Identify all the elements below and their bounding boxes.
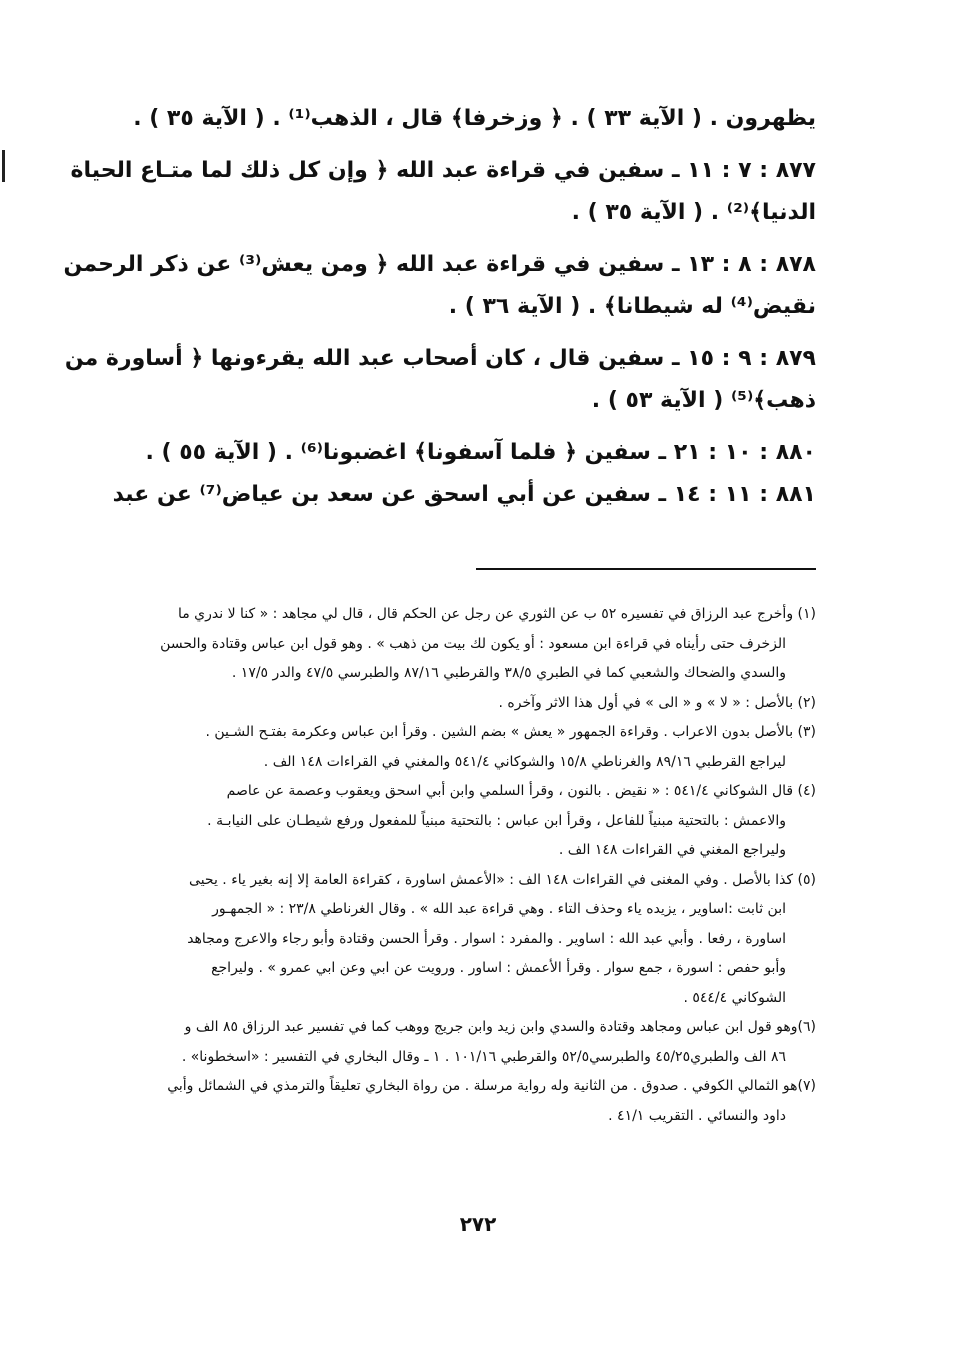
footnote-1 — [126, 600, 816, 689]
footnote-line: والاعمش : بالتحتية مبنياً للفاعل ، وقرأ ابن عباس : بالتحتية مبنياً للمفعول ورفع شيطـان على النيابـة . — [207, 812, 786, 829]
entry-877 — [70, 150, 816, 234]
main-text — [63, 98, 816, 516]
text-line: ذهب﴾⁽⁵⁾ ( الآية ٥٣ ) . — [591, 388, 816, 413]
footnote-line: ليراجع القرطبي ٨٩/١٦ والغرناطي ١٥/٨ والشوكاني ٥٤١/٤ والمغني في القراءات ١٤٨ الف . — [263, 753, 786, 770]
footnote-line: وأبو حفص : اسورة ، جمع سوار . وقرأ الأعمش : اساور . ورويت عن ابي وعن ابي عمرو » . وليراجع — [211, 960, 786, 976]
footnote-line: (١) وأخرج عبد الرزاق في تفسيره ٥٢ ب عن الثوري عن رجل عن الحكم قال ، قال لي مجاهد : « كنا لا ندري ما — [177, 606, 816, 622]
entry-878 — [63, 244, 816, 328]
footnote-line: وليراجع المغني في القراءات ١٤٨ الف . — [558, 842, 786, 858]
footnote-line: (٢) بالأصل : « لا » و « الى » في أول هذا الاثر وآخره . — [498, 694, 816, 711]
entry-880 — [126, 432, 816, 474]
footnote-line: (٧)هو الثمالي الكوفي . صدوق . من الثانية وله رواية مرسلة . من رواة البخاري تعليقاً والترمذي في الشمائل وأبي — [167, 1078, 816, 1094]
footnote-line: (٤) قال الشوكاني ٥٤١/٤ : « نقيض . بالنون ، وقرأ السلمي وابن أبي اسحق ويعقوب وعصمة عن عاصم — [226, 783, 816, 799]
text-line: ٨٧٨ : ٨ : ١٣ ـ سفين في قراءة عبد الله ﴿ ومن يعش⁽³⁾ عن ذكر الرحمن — [63, 252, 816, 277]
footnote-line: الشوكاني ٥٤٤/٤ . — [683, 989, 786, 1006]
footnote-line: اساورة ، رفعا . وأبي عبد الله : اساوير . والمفرد : اسوار . وقرأ الحسن وقتادة وأبو رجاء والاعرج ومجاهد — [187, 930, 786, 947]
footnote-line: الزخرف حتى رأيناه في قراءة ابن مسعود : أو يكون لك بيت من ذهب » . وهو قول ابن عباس وقتادة والحسن — [160, 635, 786, 652]
entry-881 — [112, 474, 816, 516]
footnote-line: داود والنسائي . التقريب ٤١/١ . — [608, 1107, 786, 1124]
entry-879 — [64, 338, 816, 422]
text-line: ٨٧٩ : ٩ : ١٥ ـ سفين قال ، كان أصحاب عبد الله يقرءونها ﴿ أساورة من — [64, 346, 816, 371]
text-line: يظهرون . ( الآية ٣٣ ) . ﴿ وزخرفا﴾ قال ، الذهب⁽¹⁾ . ( الآية ٣٥ ) . — [133, 106, 816, 131]
footnote-separator — [476, 568, 816, 570]
text-line: الدنيا﴾⁽²⁾ . ( الآية ٣٥ ) . — [571, 200, 816, 225]
footnote-2 — [126, 689, 816, 719]
footnote-3 — [126, 718, 816, 777]
text-line: نقيض⁽⁴⁾ له شيطانا﴾ . ( الآية ٣٦ ) . — [448, 294, 816, 319]
text-line: ٨٨٠ : ١٠ : ٢١ ـ سفين ﴿ فلما آسفونا﴾ اغضبونا⁽⁶⁾ . ( الآية ٥٥ ) . — [145, 440, 816, 465]
text-line: ٨٧٧ : ٧ : ١١ ـ سفين في قراءة عبد الله ﴿ وإن كل ذلك لما متـاع الحياة — [70, 158, 816, 183]
footnote-line: (٦)وهو قول ابن عباس ومجاهد وقتادة والسدي وابن زيد وابن جريج ووهب كما في تفسير عبد الرزاق ٨٥ الف و — [184, 1019, 816, 1035]
footnote-4 — [126, 777, 816, 866]
footnote-line: (٥) كذا بالأصل . وفي المغنى في القراءات ١٤٨ الف : «الأعمش اساورة ، كقراءة العامة إلا إنه بغير ياء . يحيى — [189, 871, 816, 888]
footnote-line: (٣) بالأصل بدون الاعراب . وقراءة الجمهور « يعش » بضم الشين . وقرأ ابن عباس وعكرمة بفتـح الشـين . — [205, 724, 816, 740]
footnote-7 — [126, 1072, 816, 1131]
footnote-5 — [126, 866, 816, 1014]
footnote-line: والسدي والضحاك والشعبي كما في الطبري ٣٨/٥ والقرطبي ٨٧/١٦ والطبرسي ٤٧/٥ والدر ١٧/٥ . — [231, 665, 786, 681]
page-number: ٢٧٢ — [459, 1212, 497, 1236]
footnote-line: ٨٦ الف والطبري٤٥/٢٥ والطبرسي٥٢/٥ والقرطبي ١٠١/١٦ . ١ ـ وقال البخاري في التفسير : «اسخطونا» . — [181, 1048, 786, 1065]
scan-edge-mark — [2, 150, 5, 182]
footnote-6 — [126, 1013, 816, 1072]
text-line: ٨٨١ : ١١ : ١٤ ـ سفين عن أبي اسحق عن سعد بن عياض⁽⁷⁾ عن عبد — [112, 482, 816, 507]
entry-continuation — [126, 98, 816, 140]
footnote-line: ابن ثابت :اساوير ، يزيده ياء وحذف التاء . وهي قراءة عبد الله » . وقال الغرناطي ٢٣/٨ : « الجمهـور — [212, 901, 786, 917]
footnotes — [126, 600, 816, 1131]
